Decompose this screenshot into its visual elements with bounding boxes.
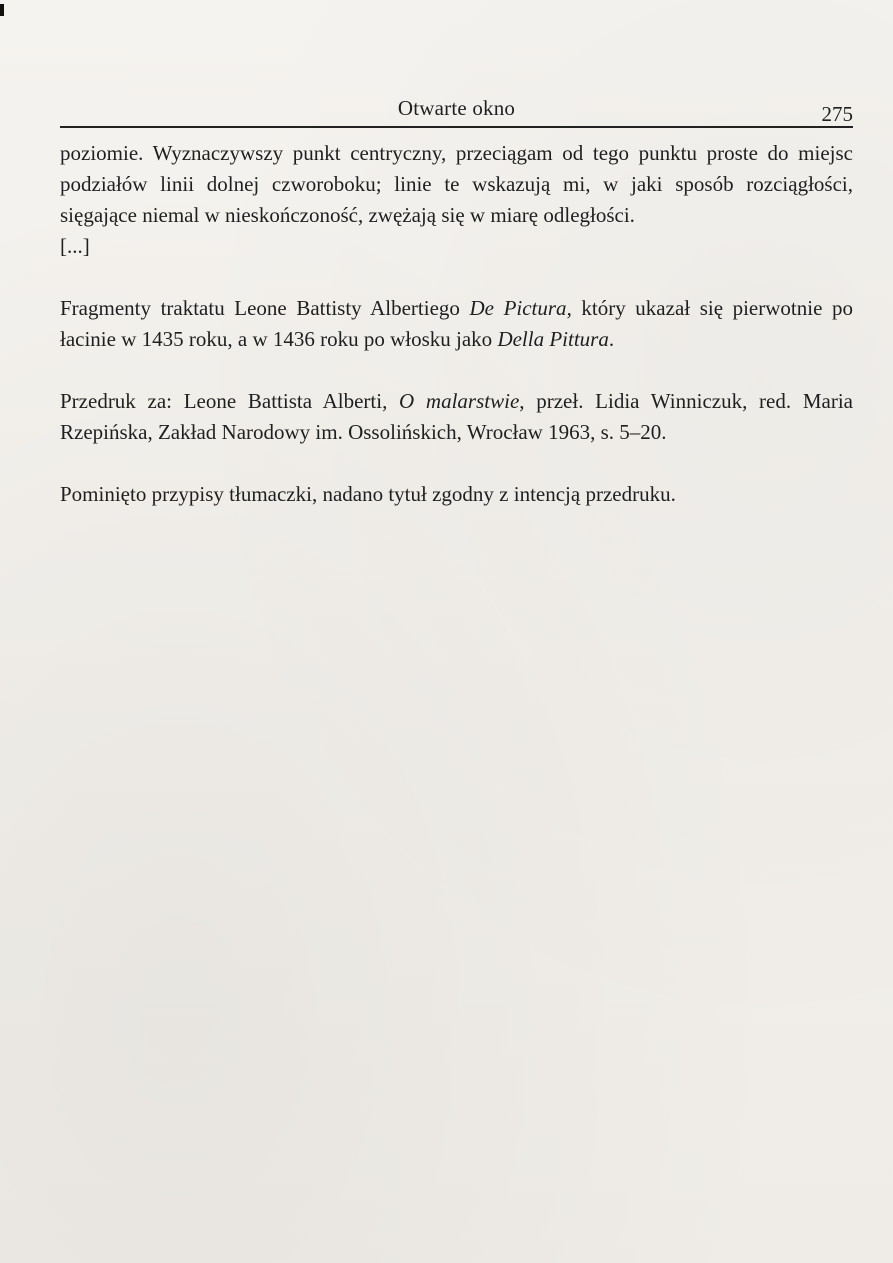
page-header — [60, 92, 853, 132]
source-note-text-c: . — [608, 327, 615, 351]
scan-corner-mark — [0, 4, 4, 16]
paragraph-reprint-note — [60, 386, 853, 448]
header-rule — [60, 126, 853, 128]
running-title: Otwarte okno — [397, 96, 516, 120]
source-note-text-a: Fragmenty traktatu Leone Battisty Albertiego — [60, 296, 470, 320]
work-title-italian: Della Pittura — [497, 327, 609, 351]
work-title-latin: De Pictura — [469, 296, 567, 320]
reprint-text-a: Przedruk za: Leone Battista Alberti, — [60, 389, 400, 413]
paragraph-editorial-note — [60, 479, 853, 510]
paragraph-source-note — [60, 293, 853, 355]
omission-mark: [...] — [60, 234, 90, 258]
paragraph-text: poziomie. Wyznaczywszy punkt centryczny, przeciągam od tego punktu proste do miejsc podziałów linii dolnej czworoboku; linie te wskazują mi, w jaki sposób rozciągłości, sięgające niemal w nieskończoność, zwężają się w miarę odległości. — [60, 141, 853, 227]
reprint-text-b: , przeł. Lidia Winniczuk, red. Maria Rzepińska, Zakład Narodowy im. Ossolińskich, Wrocław 1963, s. 5–20. — [60, 389, 853, 444]
editorial-note-text: Pominięto przypisy tłumaczki, nadano tytuł zgodny z intencją przedruku. — [60, 482, 676, 506]
body-text — [60, 138, 853, 510]
paragraph-gap — [60, 448, 853, 479]
page-number: 275 — [821, 102, 853, 126]
paragraph-continuation — [60, 138, 853, 262]
source-note-text-b: , który ukazał się pierwotnie po łacinie w 1435 roku, a w 1436 roku po włosku jako — [60, 296, 853, 351]
paragraph-gap — [60, 355, 853, 386]
work-title-polish: O malarstwie — [399, 389, 520, 413]
paragraph-gap — [60, 262, 853, 293]
